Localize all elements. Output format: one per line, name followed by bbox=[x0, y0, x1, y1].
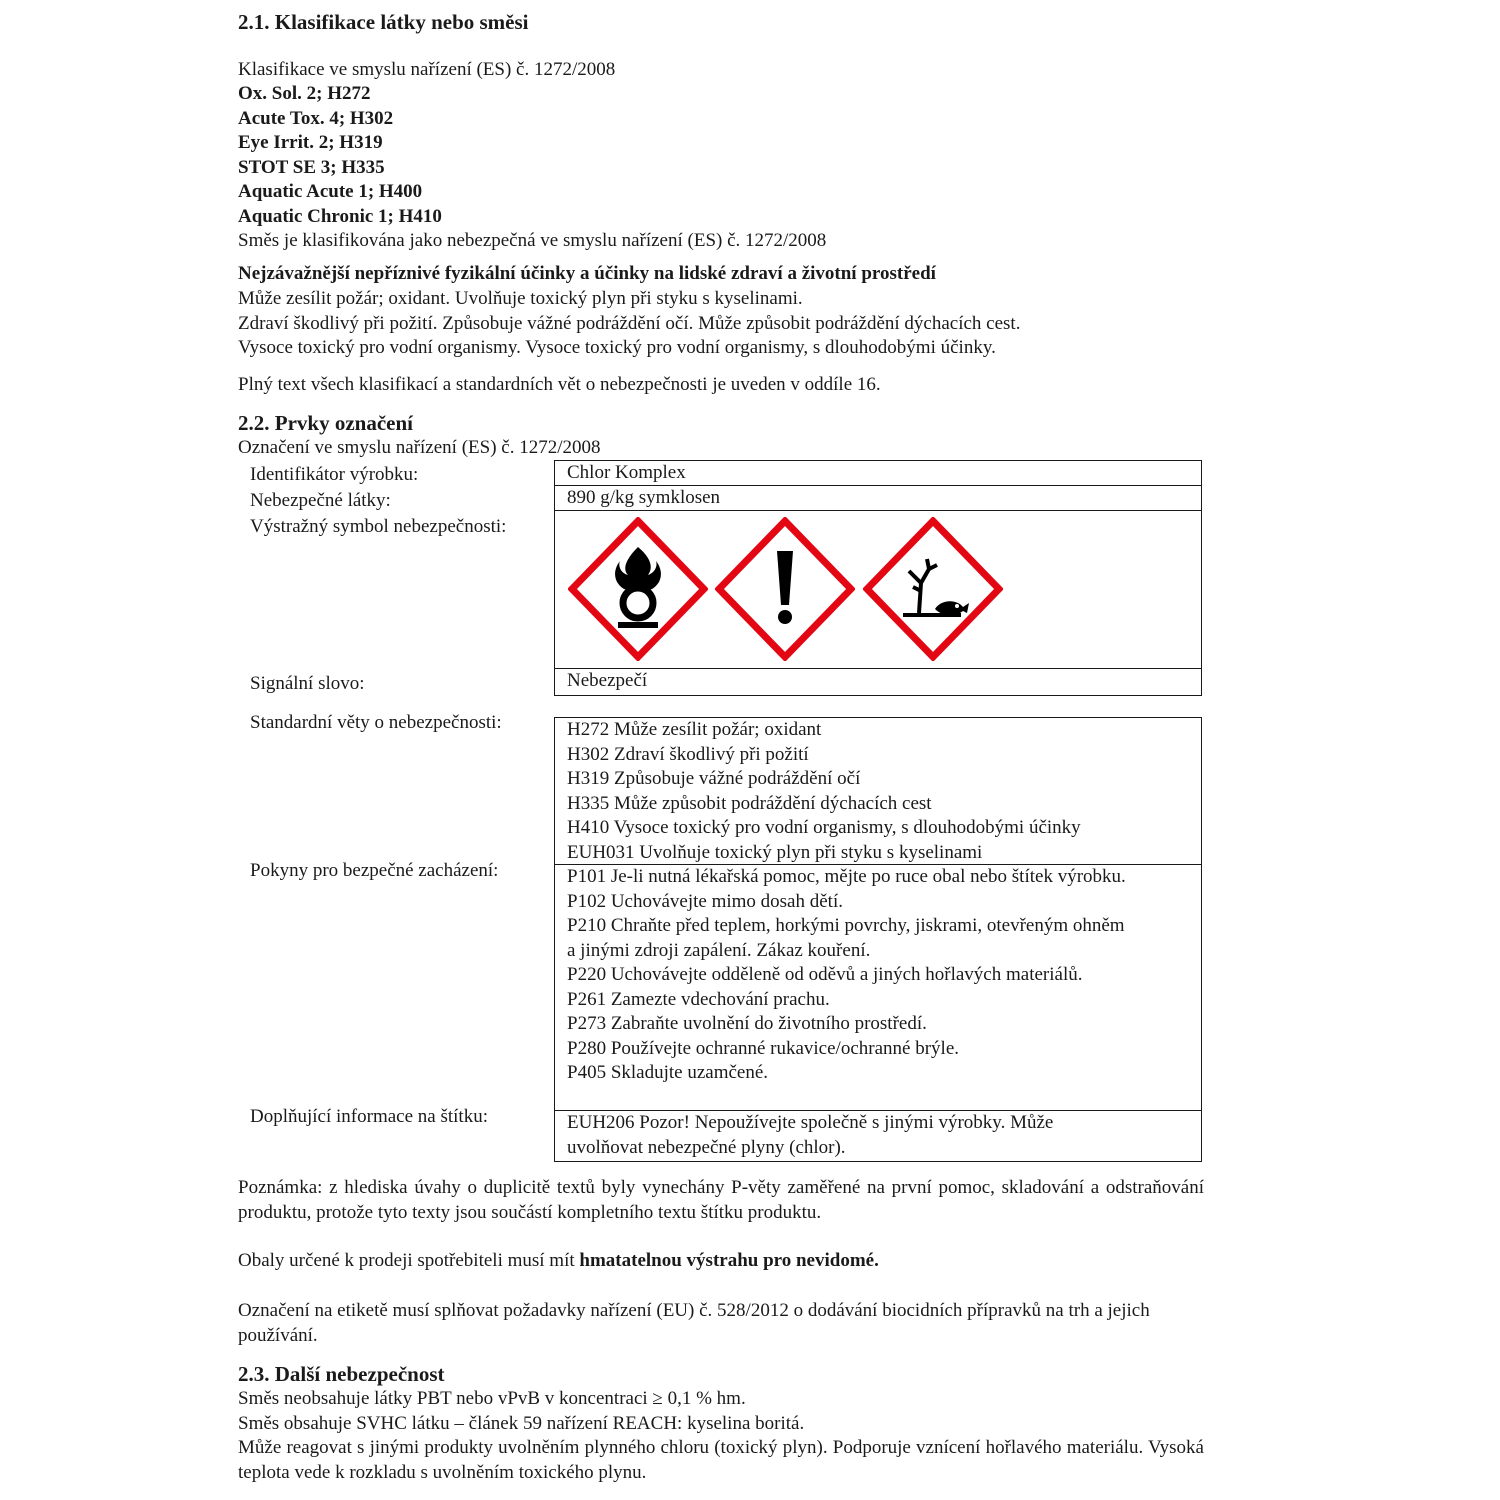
effects-line: Může zesílit požár; oxidant. Uvolňuje toxický plyn při styku s kyselinami. bbox=[238, 288, 803, 309]
p-statement: P273 Zabraňte uvolnění do životního prostředí. bbox=[567, 1013, 927, 1034]
supplemental-info-cell bbox=[555, 1110, 1201, 1159]
p-statement: P261 Zamezte vdechování prachu. bbox=[567, 988, 830, 1010]
effects-heading: Nejzávažnější nepříznivé fyzikální účinky a účinky na lidské zdraví a životní prostředí bbox=[238, 263, 936, 284]
h-statement: EUH031 Uvolňuje toxický plyn při styku s kyselinami bbox=[567, 841, 983, 863]
duplicate-note: Poznámka: z hlediska úvahy o duplicitě textů byly vynechány P-věty zaměřené na první pomoc, skladování a odstraňování produktu, protože tyto texty jsou součástí kompletního textu štítku produktu. bbox=[238, 1177, 1204, 1223]
classification-item: Aquatic Chronic 1; H410 bbox=[238, 205, 442, 227]
section-2-3-heading: 2.3. Další nebezpečnost bbox=[238, 1362, 445, 1386]
other-hazards-list bbox=[238, 1387, 1204, 1485]
classification-item: STOT SE 3; H335 bbox=[238, 156, 385, 178]
effects-line: Vysoce toxický pro vodní organismy. Vysoce toxický pro vodní organismy, s dlouhodobými účinky. bbox=[238, 337, 996, 358]
hazardous-substances-cell bbox=[555, 485, 1201, 510]
product-identifier-cell bbox=[555, 461, 1201, 485]
classified-statement: Směs je klasifikována jako nebezpečná ve smyslu nařízení (ES) č. 1272/2008 bbox=[238, 230, 827, 251]
classification-list bbox=[238, 82, 1204, 254]
tactile-warning-text: hmatatelnou výstrahu pro nevidomé. bbox=[579, 1250, 879, 1271]
pictograms-cell bbox=[555, 510, 1201, 668]
p-statement: P220 Uchovávejte odděleně od oděvů a jiných hořlavých materiálů. bbox=[567, 964, 1083, 985]
p-statement: P280 Používejte ochranné rukavice/ochranné brýle. bbox=[567, 1037, 959, 1059]
labelling-intro: Označení ve smyslu nařízení (ES) č. 1272/2008 bbox=[238, 437, 601, 458]
fulltext-note: Plný text všech klasifikací a standardních vět o nebezpečnosti je uveden v oddíle 16. bbox=[238, 374, 881, 395]
effects-line: Zdraví škodlivý při požití. Způsobuje vážné podráždění očí. Může způsobit podráždění dýchacích cest. bbox=[238, 312, 1021, 334]
exclamation-mark-icon bbox=[715, 517, 855, 661]
signal-word-cell bbox=[555, 668, 1201, 695]
product-identifier-value: Chlor Komplex bbox=[567, 462, 686, 483]
p-statement: P102 Uchovávejte mimo dosah dětí. bbox=[567, 890, 843, 912]
p-statement: P101 Je-li nutná lékařská pomoc, mějte po ruce obal nebo štítek výrobku. bbox=[567, 866, 1126, 887]
other-hazard-line: Směs obsahuje SVHC látku – článek 59 nařízení REACH: kyselina boritá. bbox=[238, 1412, 805, 1434]
environment-icon bbox=[863, 517, 1003, 661]
flame-over-circle-icon bbox=[568, 517, 708, 661]
h-statement: H410 Vysoce toxický pro vodní organismy, s dlouhodobými účinky bbox=[567, 817, 1081, 838]
classification-item: Acute Tox. 4; H302 bbox=[238, 107, 394, 129]
effects-list bbox=[238, 287, 1204, 361]
biocide-note: Označení na etiketě musí splňovat požadavky nařízení (EU) č. 528/2012 o dodávání biocidních přípravků na trh a jejich používání. bbox=[238, 1300, 1150, 1346]
hazardous-substances-label: Nebezpečné látky: bbox=[250, 490, 391, 511]
packaging-note-text: Obaly určené k prodeji spotřebiteli musí mít bbox=[238, 1250, 580, 1271]
p-statement: P405 Skladujte uzamčené. bbox=[567, 1062, 769, 1083]
statements-box bbox=[554, 717, 1202, 1162]
reactivity-note: Může reagovat s jinými produkty uvolněním plynného chloru (toxický plyn). Podporuje vznícení hořlavého materiálu. Vysoká teplota vede k rozkladu s uvolněním toxického plynu. bbox=[238, 1437, 1204, 1483]
classification-item: Eye Irrit. 2; H319 bbox=[238, 132, 383, 153]
p-statement: P210 Chraňte před teplem, horkými povrchy, jiskrami, otevřeným ohněm a jinými zdroji zapálení. Zákaz kouření. bbox=[567, 915, 1125, 961]
h-statement: H272 Může zesílit požár; oxidant bbox=[567, 719, 822, 740]
h-statement: H335 Může způsobit podráždění dýchacích cest bbox=[567, 792, 932, 814]
supplemental-info-label: Doplňující informace na štítku: bbox=[250, 1106, 488, 1127]
h-statements-label: Standardní věty o nebezpečnosti: bbox=[250, 712, 502, 733]
p-statements-label: Pokyny pro bezpečné zacházení: bbox=[250, 860, 499, 881]
packaging-note bbox=[238, 1249, 1204, 1274]
hazard-symbol-label: Výstražný symbol nebezpečnosti: bbox=[250, 516, 507, 537]
signal-word-label: Signální slovo: bbox=[250, 673, 365, 694]
classification-item: Aquatic Acute 1; H400 bbox=[238, 181, 423, 202]
hazardous-substances-value: 890 g/kg symklosen bbox=[567, 487, 721, 508]
p-statements-cell bbox=[555, 864, 1201, 1110]
supplemental-info-value: EUH206 Pozor! Nepoužívejte společně s jinými výrobky. Může uvolňovat nebezpečné plyny (chlor). bbox=[567, 1112, 1054, 1158]
section-2-1-heading: 2.1. Klasifikace látky nebo směsi bbox=[238, 10, 529, 34]
h-statement: H302 Zdraví škodlivý při požití bbox=[567, 743, 809, 765]
section-2-2-heading: 2.2. Prvky označení bbox=[238, 411, 413, 435]
h-statement: H319 Způsobuje vážné podráždění očí bbox=[567, 768, 861, 789]
classification-intro: Klasifikace ve smyslu nařízení (ES) č. 1272/2008 bbox=[238, 59, 616, 80]
signal-word-value: Nebezpečí bbox=[567, 670, 648, 691]
classification-item: Ox. Sol. 2; H272 bbox=[238, 83, 371, 104]
product-identifier-label: Identifikátor výrobku: bbox=[250, 464, 419, 485]
other-hazard-line: Směs neobsahuje látky PBT nebo vPvB v koncentraci ≥ 0,1 % hm. bbox=[238, 1388, 746, 1409]
identification-box bbox=[554, 460, 1202, 696]
h-statements-cell bbox=[555, 718, 1201, 864]
